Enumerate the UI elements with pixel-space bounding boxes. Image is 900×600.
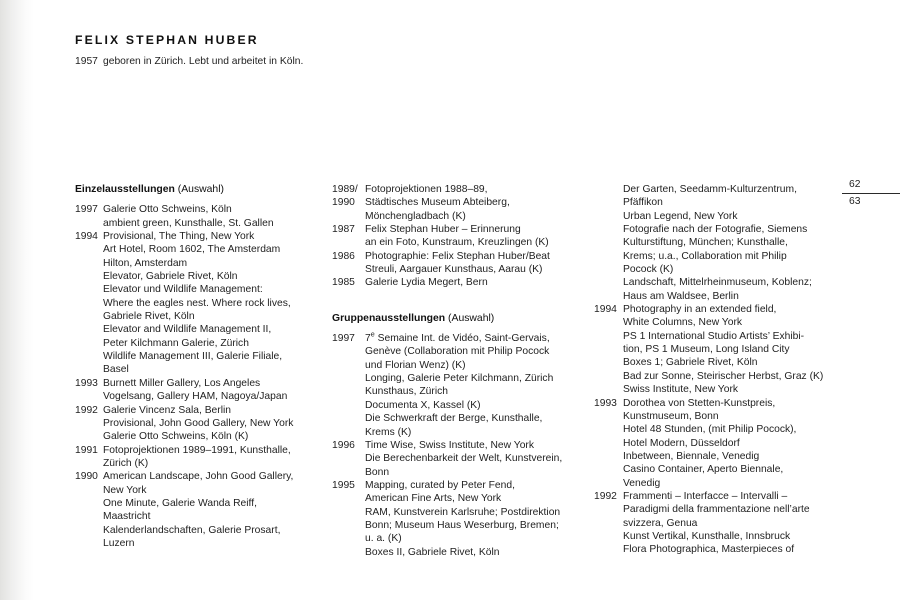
entry-year-blank: [594, 183, 623, 196]
entry-line: Time Wise, Swiss Institute, New York: [365, 439, 534, 451]
entry-line: Documenta X, Kassel (K): [365, 399, 481, 411]
exhibition-entry: [75, 444, 315, 471]
entry-lines: [103, 377, 315, 404]
entry-year: 1993: [75, 377, 98, 389]
entry-line: Galerie Vincenz Sala, Berlin: [103, 404, 232, 416]
entry-line: tion, PS 1 Museum, Long Island City: [623, 344, 790, 356]
entry-year: 1992: [594, 490, 617, 502]
entry-year: 1990: [75, 471, 98, 483]
exhibition-entry: [594, 397, 864, 490]
entry-line: Zürich (K): [103, 457, 149, 469]
entry-line: Burnett Miller Gallery, Los Angeles: [103, 377, 261, 389]
exhibition-entry: [332, 250, 584, 277]
exhibition-entry: [332, 479, 584, 559]
entry-line: Hilton, Amsterdam: [103, 257, 188, 269]
exhibition-entry: [332, 223, 584, 250]
entry-list-column-two-solo-continued: [332, 183, 584, 290]
exhibition-entry: [332, 183, 584, 196]
entry-line: Boxes II, Gabriele Rivet, Köln: [365, 546, 500, 558]
entry-year: 1990: [332, 197, 355, 209]
section-heading-title: Einzelausstellungen: [75, 184, 175, 195]
entry-year: 1987: [332, 224, 355, 236]
entry-year: 1993: [594, 397, 617, 409]
entry-lines: [365, 223, 584, 250]
exhibition-entry: [594, 303, 864, 396]
entry-line: Die Berechenbarkeit der Welt, Kunstverein,: [365, 453, 563, 465]
entry-line: Galerie Otto Schweins, Köln (K): [103, 431, 249, 443]
entry-lines: [103, 444, 315, 471]
entry-lines: [365, 250, 584, 277]
entry-line: Dorothea von Stetten-Kunstpreis,: [623, 397, 776, 409]
entry-line: Boxes 1; Gabriele Rivet, Köln: [623, 357, 758, 369]
entry-line: Kulturstiftung, München; Kunsthalle,: [623, 237, 788, 249]
entry-line: Urban Legend, New York: [623, 210, 738, 222]
entry-line: Maastricht: [103, 511, 151, 523]
exhibition-entry: [75, 470, 315, 550]
entry-line: Pocock (K): [623, 264, 674, 276]
entry-line: Elevator und Wildlife Management:: [103, 284, 263, 296]
entry-lines: [103, 470, 315, 550]
section-heading-qualifier: (Auswahl): [177, 184, 224, 195]
entry-line: Gabriele Rivet, Köln: [103, 311, 195, 323]
ordinal-superscript: e: [370, 329, 375, 339]
entry-line: Elevator, Gabriele Rivet, Köln: [103, 271, 238, 283]
entry-line: Der Garten, Seedamm-Kulturzentrum,: [623, 184, 797, 195]
biography-year: 1957: [75, 56, 98, 67]
entry-year: 1986: [332, 250, 355, 262]
entry-line: Photography in an extended field,: [623, 304, 777, 316]
entry-line: Venedig: [623, 477, 661, 489]
exhibition-entry: [594, 490, 864, 557]
entry-year: 1997: [332, 333, 355, 345]
entry-year: 1989/: [332, 184, 358, 195]
entry-line: Bad zur Sonne, Steirischer Herbst, Graz (K): [623, 370, 824, 382]
entry-line: American Fine Arts, New York: [365, 493, 502, 505]
entry-lines: [103, 230, 315, 377]
entry-list-column-two-group: [332, 329, 584, 559]
entry-line: Swiss Institute, New York: [623, 384, 739, 396]
column-three: [594, 183, 864, 557]
entry-year: 1994: [75, 231, 98, 243]
exhibition-entry: [75, 377, 315, 404]
entry-year: 1994: [594, 304, 617, 316]
entry-lines: [365, 329, 584, 439]
exhibition-entry: [75, 404, 315, 444]
exhibition-entry: [332, 196, 584, 223]
entry-year: 1992: [75, 404, 98, 416]
entry-line: Bonn; Museum Haus Weserburg, Bremen;: [365, 519, 559, 531]
entry-lines: [623, 303, 864, 396]
entry-year: 1985: [332, 277, 355, 289]
entry-line: Mapping, curated by Peter Fend,: [365, 479, 515, 491]
entry-line: Haus am Waldsee, Berlin: [623, 290, 739, 302]
entry-line: Inbetween, Biennale, Venedig: [623, 450, 760, 462]
entry-line: an ein Foto, Kunstraum, Kreuzlingen (K): [365, 237, 549, 249]
biography-text: geboren in Zürich. Lebt und arbeitet in Köln.: [103, 56, 304, 67]
entry-line: Luzern: [103, 537, 135, 549]
section-heading-einzelausstellungen: [75, 183, 315, 196]
entry-year: 1996: [332, 439, 355, 451]
entry-lines: [365, 439, 584, 479]
column-two: [332, 183, 584, 559]
entry-line: Kunstmuseum, Bonn: [623, 410, 719, 422]
entry-year: 1997: [75, 204, 98, 216]
entry-line: American Landscape, John Good Gallery,: [103, 471, 294, 483]
entry-line: Flora Photographica, Masterpieces of: [623, 544, 795, 556]
entry-line: Pfäffikon: [623, 197, 663, 209]
entry-line: Fotoprojektionen 1988–89,: [365, 184, 488, 195]
entry-line: Felix Stephan Huber – Erinnerung: [365, 224, 521, 236]
entry-line: Art Hotel, Room 1602, The Amsterdam: [103, 244, 281, 256]
entry-line: Bonn: [365, 466, 390, 478]
section-heading-title: Gruppenausstellungen: [332, 312, 446, 324]
entry-line: Kalenderlandschaften, Galerie Prosart,: [103, 524, 281, 536]
entry-line: Genève (Collaboration mit Philip Pocock: [365, 346, 550, 358]
folio-right-page: 63: [849, 196, 861, 207]
entry-line: Provisional, John Good Gallery, New York: [103, 417, 294, 429]
folio-left-page: 62: [849, 179, 861, 190]
exhibition-entry: [75, 230, 315, 377]
entry-line: Krems; u.a., Collaboration mit Philip: [623, 250, 787, 262]
entry-line: Basel: [103, 364, 129, 376]
entry-lines: [365, 183, 584, 196]
entry-line: Frammenti – Interfacce – Intervalli –: [623, 490, 788, 502]
entry-line: White Columns, New York: [623, 317, 743, 329]
entry-line: Städtisches Museum Abteiberg,: [365, 197, 510, 209]
entry-line: Wildlife Management III, Galerie Filiale,: [103, 351, 283, 363]
section-heading-gruppenausstellungen: [332, 312, 584, 325]
entry-line: 7e Semaine Int. de Vidéo, Saint-Gervais,: [365, 329, 550, 345]
entry-line: Longing, Galerie Peter Kilchmann, Zürich: [365, 373, 554, 385]
entry-line: Where the eagles nest. Where rock lives,: [103, 297, 291, 309]
entry-line: Mönchengladbach (K): [365, 210, 466, 222]
entry-lines: [365, 276, 584, 289]
entry-list-column-three: [594, 303, 864, 557]
entry-lines: [623, 490, 864, 557]
entry-line: Landschaft, Mittelrheinmuseum, Koblenz;: [623, 277, 812, 289]
entry-line: Provisional, The Thing, New York: [103, 231, 255, 243]
entry-line: Fotografie nach der Fotografie, Siemens: [623, 224, 808, 236]
page-title: FELIX STEPHAN HUBER: [75, 33, 259, 47]
entry-line: Kunst Vertikal, Kunsthalle, Innsbruck: [623, 530, 791, 542]
biography-line: [75, 56, 303, 67]
entry-line: und Florian Wenz) (K): [365, 359, 466, 371]
entry-line: svizzera, Genua: [623, 517, 698, 529]
entry-line: Galerie Lydia Megert, Bern: [365, 277, 488, 289]
entry-line: Vogelsang, Gallery HAM, Nagoya/Japan: [103, 391, 288, 403]
entry-lines: [623, 397, 864, 490]
entry-line: Galerie Otto Schweins, Köln: [103, 204, 232, 216]
entry-line: Kunsthaus, Zürich: [365, 386, 448, 398]
exhibition-entry: [75, 203, 315, 230]
entry-year: 1991: [75, 444, 98, 456]
entry-line: ambient green, Kunsthalle, St. Gallen: [103, 217, 274, 229]
exhibition-entry: [332, 276, 584, 289]
entry-lines: [365, 196, 584, 223]
entry-line: One Minute, Galerie Wanda Reiff,: [103, 497, 257, 509]
entry-line: PS 1 International Studio Artists’ Exhibi-: [623, 330, 805, 342]
entry-lines: [103, 404, 315, 444]
entry-line: Casino Container, Aperto Biennale,: [623, 464, 784, 476]
section-heading-qualifier: (Auswahl): [448, 312, 495, 324]
entry-list-column-one: [75, 203, 315, 550]
entry-line: RAM, Kunstverein Karlsruhe; Postdirektion: [365, 506, 561, 518]
entry-line: Die Schwerkraft der Berge, Kunsthalle,: [365, 413, 543, 425]
entry-line: u. a. (K): [365, 533, 402, 545]
entry-lines: [623, 183, 864, 303]
exhibition-entry: [332, 329, 584, 439]
entry-line: Fotoprojektionen 1989–1991, Kunsthalle,: [103, 444, 291, 456]
entry-line: Peter Kilchmann Galerie, Zürich: [103, 337, 249, 349]
column-one: [75, 183, 315, 550]
entry-line: Elevator and Wildlife Management II,: [103, 324, 272, 336]
entry-line: Photographie: Felix Stephan Huber/Beat: [365, 250, 550, 262]
entry-lines: [103, 203, 315, 230]
exhibition-entry-continuation: [594, 183, 864, 303]
exhibition-entry: [332, 439, 584, 479]
entry-continuation-column-three: [594, 183, 864, 303]
entry-line: Streuli, Aargauer Kunsthaus, Aarau (K): [365, 264, 543, 276]
entry-line: Paradigmi della frammentazione nell’arte: [623, 504, 810, 516]
entry-line: Krems (K): [365, 426, 412, 438]
entry-line: Hotel Modern, Düsseldorf: [623, 437, 740, 449]
entry-line: New York: [103, 484, 147, 496]
entry-lines: [365, 479, 584, 559]
entry-line: Hotel 48 Stunden, (mit Philip Pocock),: [623, 424, 797, 436]
entry-year: 1995: [332, 479, 355, 491]
